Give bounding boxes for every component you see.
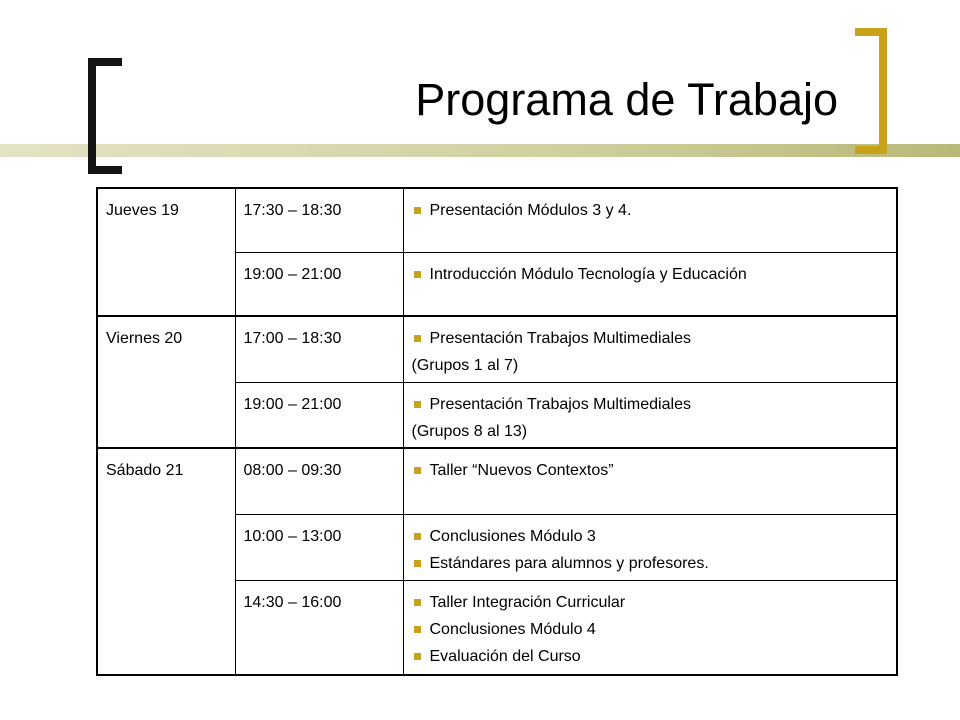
right-bracket-decoration bbox=[855, 28, 887, 154]
time-cell: 10:00 – 13:00 bbox=[235, 514, 403, 580]
list-item: Taller Integración Curricular bbox=[412, 589, 889, 616]
activity-cell bbox=[403, 514, 897, 580]
list-item: Conclusiones Módulo 3 bbox=[412, 523, 889, 550]
time-cell: 14:30 – 16:00 bbox=[235, 580, 403, 675]
list-item: Evaluación del Curso bbox=[412, 643, 889, 670]
time-cell: 17:00 – 18:30 bbox=[235, 316, 403, 382]
accent-bar bbox=[0, 144, 960, 157]
list-item: Taller “Nuevos Contextos” bbox=[412, 457, 889, 484]
activity-cell bbox=[403, 448, 897, 514]
list-item: Introducción Módulo Tecnología y Educación bbox=[412, 261, 889, 288]
slide-title: Programa de Trabajo bbox=[415, 74, 838, 125]
time-cell: 19:00 – 21:00 bbox=[235, 382, 403, 448]
activity-cell bbox=[403, 580, 897, 675]
day-cell: Sábado 21 bbox=[97, 448, 235, 675]
table-row bbox=[97, 316, 897, 382]
time-cell: 08:00 – 09:30 bbox=[235, 448, 403, 514]
day-cell: Viernes 20 bbox=[97, 316, 235, 448]
list-item: Presentación Trabajos Multimediales bbox=[412, 391, 889, 418]
time-cell: 19:00 – 21:00 bbox=[235, 252, 403, 316]
table-row bbox=[97, 188, 897, 252]
schedule-table bbox=[96, 187, 898, 676]
activity-cell bbox=[403, 188, 897, 252]
list-item: Presentación Trabajos Multimediales bbox=[412, 325, 889, 352]
left-bracket-decoration bbox=[88, 58, 122, 174]
group-note: (Grupos 1 al 7) bbox=[411, 357, 519, 374]
table-row bbox=[97, 448, 897, 514]
day-cell: Jueves 19 bbox=[97, 188, 235, 316]
group-note: (Grupos 8 al 13) bbox=[411, 422, 528, 440]
list-item: Estándares para alumnos y profesores. bbox=[412, 550, 889, 577]
list-item: Presentación Módulos 3 y 4. bbox=[412, 197, 889, 224]
activity-cell bbox=[403, 316, 897, 382]
list-item: Conclusiones Módulo 4 bbox=[412, 616, 889, 643]
time-cell: 17:30 – 18:30 bbox=[235, 188, 403, 252]
activity-cell bbox=[403, 382, 897, 448]
activity-cell bbox=[403, 252, 897, 316]
